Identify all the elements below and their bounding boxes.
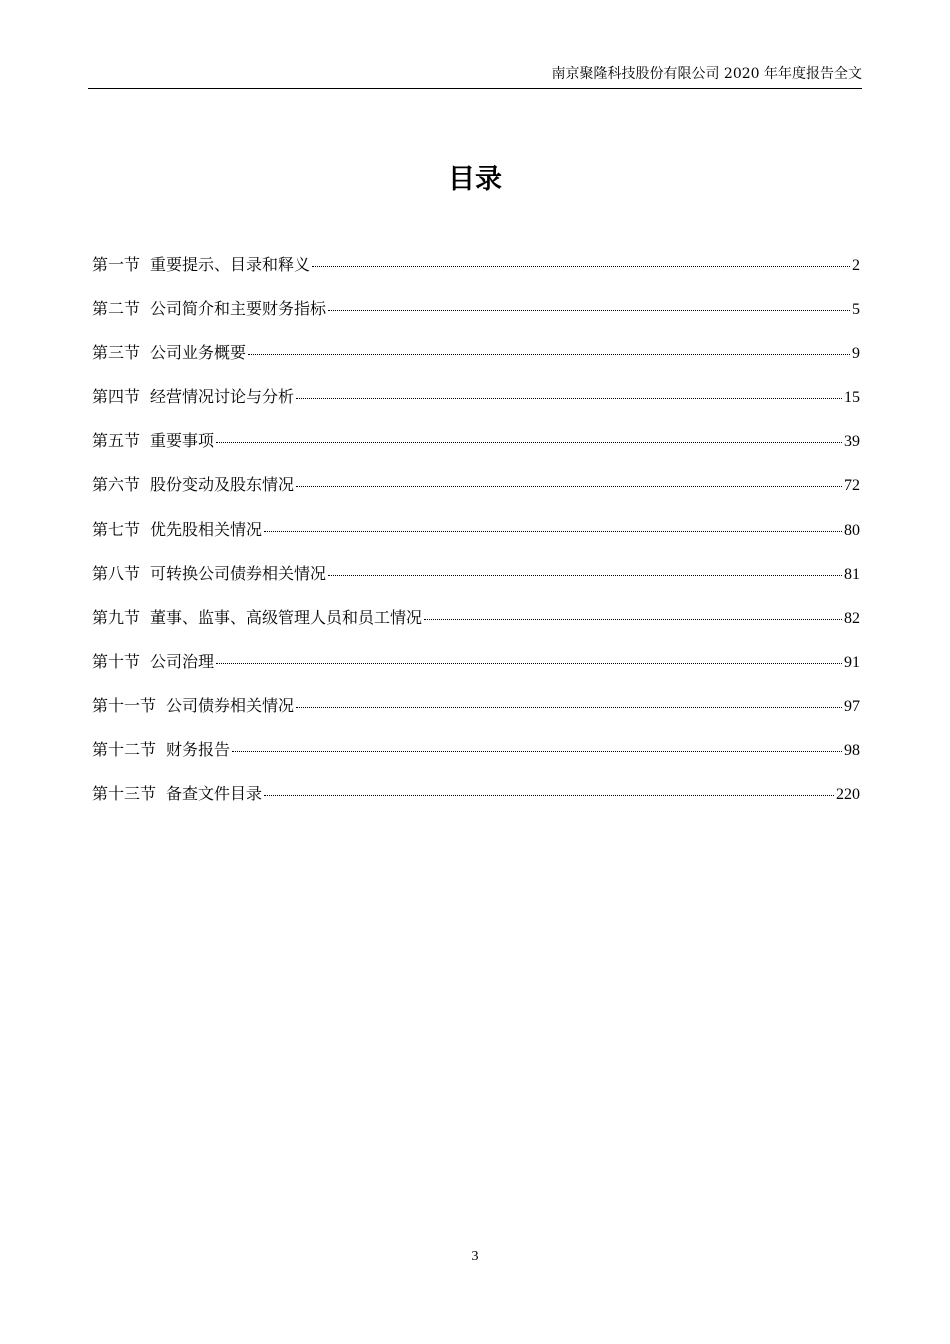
toc-section-label: 第二节 <box>92 299 141 319</box>
toc-section-label: 第五节 <box>92 431 141 451</box>
toc-leader-dots <box>424 618 842 620</box>
toc-section-title: 公司业务概要 <box>150 343 247 363</box>
toc-page-number: 98 <box>844 742 860 760</box>
toc-leader-dots <box>328 309 850 311</box>
toc-section-title: 公司治理 <box>150 651 215 671</box>
toc-leader-dots <box>328 574 842 576</box>
toc-entry-3[interactable] <box>92 341 860 385</box>
toc-section-title: 公司债券相关情况 <box>166 695 295 715</box>
toc-leader-dots <box>312 265 850 267</box>
table-of-contents <box>92 253 860 826</box>
toc-entry-10[interactable] <box>92 650 860 694</box>
toc-section-label: 第十二节 <box>92 740 157 760</box>
toc-section-title: 备查文件目录 <box>166 784 263 804</box>
toc-section-title: 公司简介和主要财务指标 <box>150 299 327 319</box>
toc-entry-5[interactable] <box>92 429 860 473</box>
toc-leader-dots <box>232 750 842 752</box>
toc-leader-dots <box>248 353 850 355</box>
toc-section-title: 重要提示、目录和释义 <box>150 255 311 274</box>
toc-page-number: 97 <box>844 697 860 715</box>
page-title: 目录 <box>448 164 502 195</box>
toc-page-number: 81 <box>844 565 860 583</box>
toc-section-label: 第十三节 <box>92 784 157 804</box>
toc-page-number: 220 <box>836 786 860 804</box>
toc-section-title: 财务报告 <box>166 740 231 760</box>
toc-entry-12[interactable] <box>92 738 860 782</box>
toc-section-label: 第六节 <box>92 475 141 495</box>
toc-section-label: 第十一节 <box>92 695 157 715</box>
page-number: 3 <box>471 1249 479 1264</box>
toc-section-label: 第十节 <box>92 651 141 671</box>
toc-entry-11[interactable] <box>92 694 860 738</box>
toc-section-title: 经营情况讨论与分析 <box>150 387 295 407</box>
toc-leader-dots <box>296 706 842 708</box>
toc-entry-9[interactable] <box>92 606 860 650</box>
toc-page-number: 5 <box>852 301 860 319</box>
toc-entry-4[interactable] <box>92 385 860 429</box>
toc-entry-2[interactable] <box>92 297 860 341</box>
page-header <box>88 64 862 89</box>
toc-entry-13[interactable] <box>92 782 860 826</box>
toc-leader-dots <box>296 397 842 399</box>
toc-page-number: 72 <box>844 477 860 495</box>
toc-page-number: 9 <box>852 345 860 363</box>
toc-section-label: 第四节 <box>92 387 141 407</box>
toc-page-number: 2 <box>852 257 860 274</box>
toc-section-title: 董事、监事、高级管理人员和员工情况 <box>150 607 423 627</box>
toc-section-label: 第八节 <box>92 563 141 583</box>
toc-page-number: 80 <box>844 521 860 539</box>
header-title: 南京聚隆科技股份有限公司 2020 年年度报告全文 <box>551 66 862 82</box>
toc-section-title: 优先股相关情况 <box>150 519 263 539</box>
toc-section-label: 第一节 <box>92 255 141 274</box>
toc-entry-7[interactable] <box>92 518 860 562</box>
toc-leader-dots <box>216 441 842 443</box>
toc-entry-6[interactable] <box>92 473 860 517</box>
toc-section-label: 第三节 <box>92 343 141 363</box>
toc-page-number: 82 <box>844 609 860 627</box>
toc-page-number: 91 <box>844 653 860 671</box>
toc-section-title: 可转换公司债券相关情况 <box>150 563 327 583</box>
toc-section-title: 股份变动及股东情况 <box>150 475 295 495</box>
toc-page-number: 39 <box>844 433 860 451</box>
toc-section-label: 第九节 <box>92 607 141 627</box>
toc-section-label: 第七节 <box>92 519 141 539</box>
toc-leader-dots <box>216 662 842 664</box>
toc-entry-1[interactable] <box>92 253 860 297</box>
toc-leader-dots <box>264 530 842 532</box>
toc-entry-8[interactable] <box>92 562 860 606</box>
toc-page-number: 15 <box>844 389 860 407</box>
toc-leader-dots <box>264 794 834 796</box>
toc-leader-dots <box>296 485 842 487</box>
toc-section-title: 重要事项 <box>150 431 215 451</box>
